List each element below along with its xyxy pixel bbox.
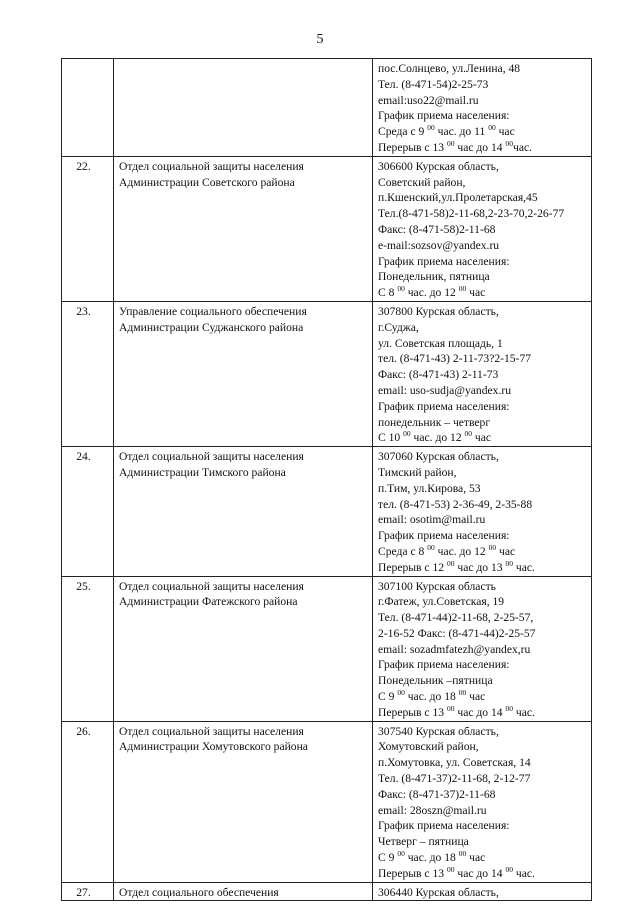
organization-name-line: Отдел социальной защиты населения (119, 724, 304, 738)
contact-text: С 9 (378, 851, 398, 865)
contact-text: График приема населения: (378, 529, 510, 543)
contact-text: час до 13 (454, 560, 506, 574)
contact-text: Факс: (8-471-37)2-11-68 (378, 787, 496, 801)
contact-text: email: uso-sudja@yandex.ru (378, 383, 512, 397)
contact-line (378, 175, 587, 191)
organization-cell (114, 576, 373, 721)
table-row (62, 301, 592, 446)
contact-line (378, 238, 587, 254)
contact-text: Перерыв с 13 (378, 866, 447, 880)
contact-text: Хомутовский район, (378, 740, 479, 754)
contact-line (378, 560, 587, 576)
contact-text: час. до 18 (404, 690, 459, 704)
contact-text: С 9 (378, 690, 398, 704)
contact-cell (373, 59, 592, 157)
contact-text: 307800 Курская область, (378, 304, 499, 318)
contact-text: email: 28oszn@mail.ru (378, 803, 487, 817)
organization-name-line: Управление социального обеспечения (119, 304, 307, 318)
contact-text: email: sozadmfatezh@yandex,ru (378, 642, 531, 656)
contact-text: email: osotim@mail.ru (378, 513, 486, 527)
contact-text: 307060 Курская область, (378, 450, 499, 464)
contact-text: час. (512, 866, 535, 880)
contact-line (378, 579, 587, 595)
time-minutes-superscript: 00 (397, 849, 405, 859)
table-row (62, 576, 592, 721)
contact-text: час. до 12 (434, 544, 489, 558)
contact-line (378, 367, 587, 383)
contact-text: С 10 (378, 431, 404, 445)
contact-text: Среда с 8 (378, 544, 428, 558)
table-row (62, 156, 592, 301)
contact-text: Тимский район, (378, 465, 457, 479)
organization-cell (114, 882, 373, 901)
contact-text: e-mail:sozsov@yandex.ru (378, 238, 500, 252)
contact-text: Факс: (8-471-58)2-11-68 (378, 222, 496, 236)
time-minutes-superscript: 00 (458, 688, 467, 698)
contact-text: 307100 Курская область (378, 579, 496, 593)
contact-line (378, 304, 587, 320)
time-minutes-superscript: 00 (488, 123, 496, 133)
contact-text: Тел. (8-471-37)2-11-68, 2-12-77 (378, 772, 531, 786)
contact-line (378, 465, 587, 481)
row-number: 23. (62, 301, 114, 446)
contact-line (378, 285, 587, 301)
contact-line (378, 497, 587, 513)
contact-line (378, 885, 587, 901)
organization-cell (114, 447, 373, 576)
row-number: 26. (62, 721, 114, 882)
contact-text: час. до 18 (404, 851, 459, 865)
organization-name-line: Администрации Хомутовского района (119, 740, 308, 754)
contact-line (378, 399, 587, 415)
contact-text: час. (512, 560, 535, 574)
organization-name-line: Отдел социальной защиты населения (119, 450, 304, 464)
contact-line (378, 481, 587, 497)
time-minutes-superscript: 00 (446, 138, 455, 148)
time-minutes-superscript: 00 (446, 703, 455, 713)
contact-line (378, 124, 587, 140)
contact-text: п.Тим, ул.Кирова, 53 (378, 481, 481, 495)
time-minutes-superscript: 00 (505, 558, 513, 568)
contact-text: Тел.(8-471-58)2-11-68,2-23-70,2-26-77 (378, 207, 565, 221)
time-minutes-superscript: 00 (446, 558, 455, 568)
contact-text: email:uso22@mail.ru (378, 93, 479, 107)
contact-text: понедельник – четверг (378, 415, 491, 429)
contact-text: Перерыв с 13 (378, 140, 447, 154)
contact-text: час. до 11 (434, 125, 489, 139)
contact-line (378, 383, 587, 399)
contact-text: час до 14 (454, 705, 506, 719)
contact-line (378, 351, 587, 367)
contact-line (378, 705, 587, 721)
offices-table-body (62, 59, 592, 901)
contact-text: час (496, 544, 516, 558)
contact-line (378, 739, 587, 755)
page-number: 5 (316, 32, 324, 47)
contact-text: С 8 (378, 286, 398, 300)
contact-text: 306440 Курская область, (378, 885, 499, 899)
contact-line (378, 140, 587, 156)
contact-line (378, 544, 587, 560)
organization-name-line: Отдел социальной защиты населения (119, 579, 304, 593)
contact-line (378, 61, 587, 77)
table-row (62, 882, 592, 901)
contact-line (378, 77, 587, 93)
contact-line (378, 771, 587, 787)
contact-line (378, 657, 587, 673)
contact-line (378, 642, 587, 658)
organization-cell (114, 301, 373, 446)
offices-table (61, 58, 592, 901)
contact-text: Факс: (8-471-43) 2-11-73 (378, 368, 499, 382)
contact-line (378, 430, 587, 446)
contact-text: Среда с 9 (378, 125, 428, 139)
time-minutes-superscript: 00 (458, 284, 467, 294)
time-minutes-superscript: 00 (488, 542, 497, 552)
contact-line (378, 415, 587, 431)
contact-line (378, 528, 587, 544)
contact-text: час. до 12 (410, 431, 465, 445)
contact-cell (373, 156, 592, 301)
contact-text: Тел. (8-471-54)2-25-73 (378, 77, 489, 91)
contact-line (378, 689, 587, 705)
row-number (62, 59, 114, 157)
contact-text: п.Кшенский,ул.Пролетарская,45 (378, 191, 538, 205)
organization-name-line: Отдел социального обеспечения (119, 885, 279, 899)
contact-text: час до 14 (454, 866, 506, 880)
time-minutes-superscript: 00 (427, 123, 435, 133)
contact-line (378, 336, 587, 352)
contact-text: пос.Солнцево, ул.Ленина, 48 (378, 62, 521, 75)
time-minutes-superscript: 00 (458, 849, 467, 859)
contact-text: График приема населения: (378, 658, 510, 672)
time-minutes-superscript: 00 (464, 429, 473, 439)
contact-text: График приема населения: (378, 254, 510, 268)
contact-text: г.Фатеж, ул.Советская, 19 (378, 595, 505, 609)
contact-line (378, 159, 587, 175)
row-number: 22. (62, 156, 114, 301)
contact-text: час. (512, 140, 533, 154)
contact-cell (373, 576, 592, 721)
row-number: 25. (62, 576, 114, 721)
contact-cell (373, 301, 592, 446)
contact-text: ул. Советская площадь, 1 (378, 336, 503, 350)
contact-text: Понедельник, пятница (378, 270, 490, 284)
contact-line (378, 850, 587, 866)
table-row (62, 721, 592, 882)
time-minutes-superscript: 00 (427, 542, 435, 552)
contact-text: тел. (8-471-53) 2-36-49, 2-35-88 (378, 497, 533, 511)
contact-line (378, 818, 587, 834)
time-minutes-superscript: 00 (446, 864, 455, 874)
contact-line (378, 222, 587, 238)
contact-text: час до 14 (454, 140, 506, 154)
contact-text: 307540 Курская область, (378, 724, 499, 738)
organization-name-line: Администрации Фатежского района (119, 595, 298, 609)
contact-line (378, 512, 587, 528)
time-minutes-superscript: 00 (403, 429, 411, 439)
contact-cell (373, 447, 592, 576)
contact-text: тел. (8-471-43) 2-11-73?2-15-77 (378, 352, 532, 366)
contact-line (378, 610, 587, 626)
contact-line (378, 269, 587, 285)
organization-name-line: Отдел социальной защиты населения (119, 159, 304, 173)
table-row (62, 447, 592, 576)
contact-line (378, 866, 587, 882)
contact-line (378, 320, 587, 336)
contact-cell (373, 721, 592, 882)
time-minutes-superscript: 00 (505, 138, 513, 148)
contact-line (378, 787, 587, 803)
organization-name-line: Администрации Суджанского района (119, 320, 304, 334)
contact-text: п.Хомутовка, ул. Советская, 14 (378, 756, 531, 770)
organization-cell (114, 156, 373, 301)
contact-text: час (466, 690, 486, 704)
table-row (62, 59, 592, 157)
contact-text: г.Суджа, (378, 320, 419, 334)
contact-line (378, 190, 587, 206)
contact-text: Советский район, (378, 175, 466, 189)
contact-line (378, 108, 587, 124)
contact-line (378, 93, 587, 109)
organization-cell (114, 59, 373, 157)
contact-text: Тел. (8-471-44)2-11-68, 2-25-57, (378, 611, 534, 625)
contact-text: Понедельник –пятница (378, 674, 493, 688)
organization-cell (114, 721, 373, 882)
contact-text: График приема населения: (378, 109, 510, 123)
row-number: 27. (62, 882, 114, 901)
contact-text: Перерыв с 12 (378, 560, 447, 574)
contact-cell (373, 882, 592, 901)
contact-text: час (495, 125, 515, 139)
contact-text: Четверг – пятница (378, 835, 469, 849)
contact-text: час (466, 851, 486, 865)
contact-line (378, 673, 587, 689)
organization-name-line: Администрации Тимского района (119, 465, 286, 479)
contact-text: 2-16-52 Факс: (8-471-44)2-25-57 (378, 626, 536, 640)
contact-text: час. (512, 705, 535, 719)
contact-text: График приема населения: (378, 819, 510, 833)
contact-line (378, 254, 587, 270)
row-number: 24. (62, 447, 114, 576)
contact-text: час. до 12 (404, 286, 459, 300)
contact-text: Перерыв с 13 (378, 705, 447, 719)
contact-text: График приема населения: (378, 399, 510, 413)
time-minutes-superscript: 00 (397, 688, 405, 698)
time-minutes-superscript: 00 (397, 284, 405, 294)
contact-text: час (472, 431, 492, 445)
contact-line (378, 803, 587, 819)
contact-line (378, 755, 587, 771)
contact-text: час (466, 286, 486, 300)
contact-text: 306600 Курская область, (378, 159, 499, 173)
time-minutes-superscript: 00 (505, 703, 513, 713)
contact-line (378, 449, 587, 465)
contact-line (378, 724, 587, 740)
contact-line (378, 626, 587, 642)
contact-line (378, 594, 587, 610)
contact-line (378, 834, 587, 850)
time-minutes-superscript: 00 (505, 864, 513, 874)
contact-line (378, 206, 587, 222)
organization-name-line: Администрации Советского района (119, 175, 295, 189)
